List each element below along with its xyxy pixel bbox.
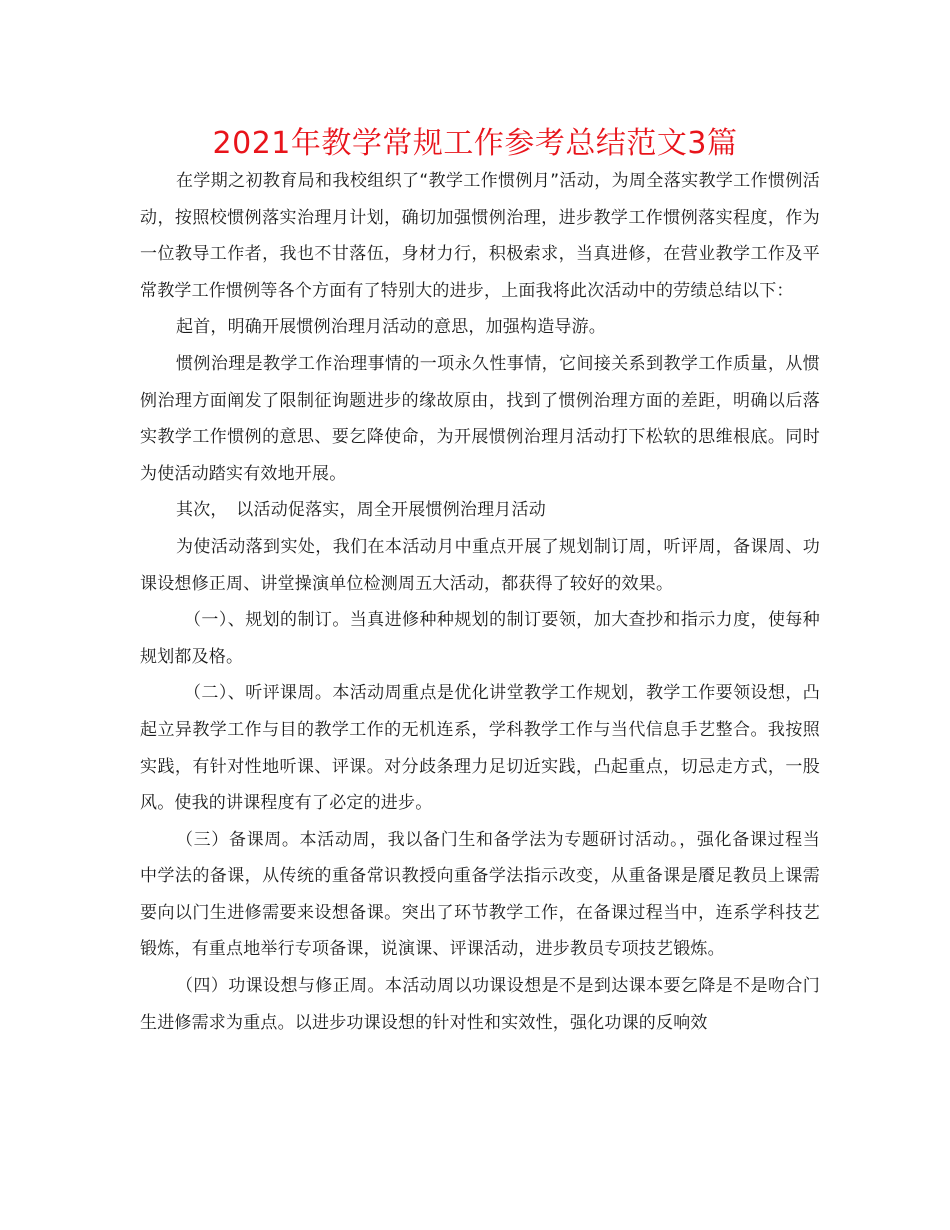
paragraph-lesson-evaluation: （二）、听评课周。本活动周重点是优化讲堂教学工作规划，教学工作要领设想，凸起立异教学工作与目的教学工作的无机连系，学科教学工作与当代信息手艺整合。我按照实践，有针对性地听课、评课。对分歧条理力足切近实践，凸起重点，切忌走方式，一股风。使我的讲课程度有了必定的进步。 (140, 683, 820, 814)
paragraph-lesson-preparation: （三）备课周。本活动周，我以备门生和备学法为专题研讨活动。，强化备课过程当中学法的备课，从传统的重备常识教授向重备学法指示改变，从重备课是餍足教员上课需要向以门生进修需要来设想备课。突出了环节教学工作，在备课过程当中，连系学科技艺锻炼，有重点地举行专项备课，说演课、评课活动，进步教员专项技艺锻炼。 (140, 829, 820, 960)
paragraph-plan-making: （一）、规划的制订。当真进修种种规划的制订要领，加大查抄和指示力度，使每种规划都及格。 (140, 610, 820, 667)
document-body (140, 163, 820, 1041)
paragraph-five-activities: 为使活动落到实处，我们在本活动月中重点开展了规划制订周，听评周，备课周、功课设想修正周、讲堂操演单位检测周五大活动，都获得了较好的效果。 (140, 536, 820, 594)
document-title: 2021年教学常规工作参考总结范文3篇 (212, 126, 738, 161)
paragraph-routine-management: 惯例治理是教学工作治理事情的一项永久性事情，它间接关系到教学工作质量，从惯例治理方面阐发了限制征询题进步的缘故原由，找到了惯例治理方面的差距，明确以后落实教学工作惯例的意思、要乞降使命，为开展惯例治理月活动打下松软的思维根底。同时为使活动踏实有效地开展。 (140, 353, 820, 484)
paragraph-homework-design: （四）功课设想与修正周。本活动周以功课设想是不是到达课本要乞降是不是吻合门生进修需求为重点。以进步功课设想的针对性和实效性，强化功课的反响效 (140, 976, 820, 1033)
paragraph-first-point: 起首，明确开展惯例治理月活动的意思，加强构造导游。 (176, 317, 606, 338)
paragraph-second-point: 其次， 以活动促落实，周全开展惯例治理月活动 (176, 500, 546, 521)
paragraph-intro: 在学期之初教育局和我校组织了“教学工作惯例月”活动，为周全落实教学工作惯例活动，按照校惯例落实治理月计划，确切加强惯例治理，进步教学工作惯例落实程度，作为一位教导工作者，我也不甘落伍，身材力行，积极索求，当真进修，在营业教学工作及平常教学工作惯例等各个方面有了特别大的进步，上面我将此次活动中的劳绩总结以下： (140, 171, 820, 301)
